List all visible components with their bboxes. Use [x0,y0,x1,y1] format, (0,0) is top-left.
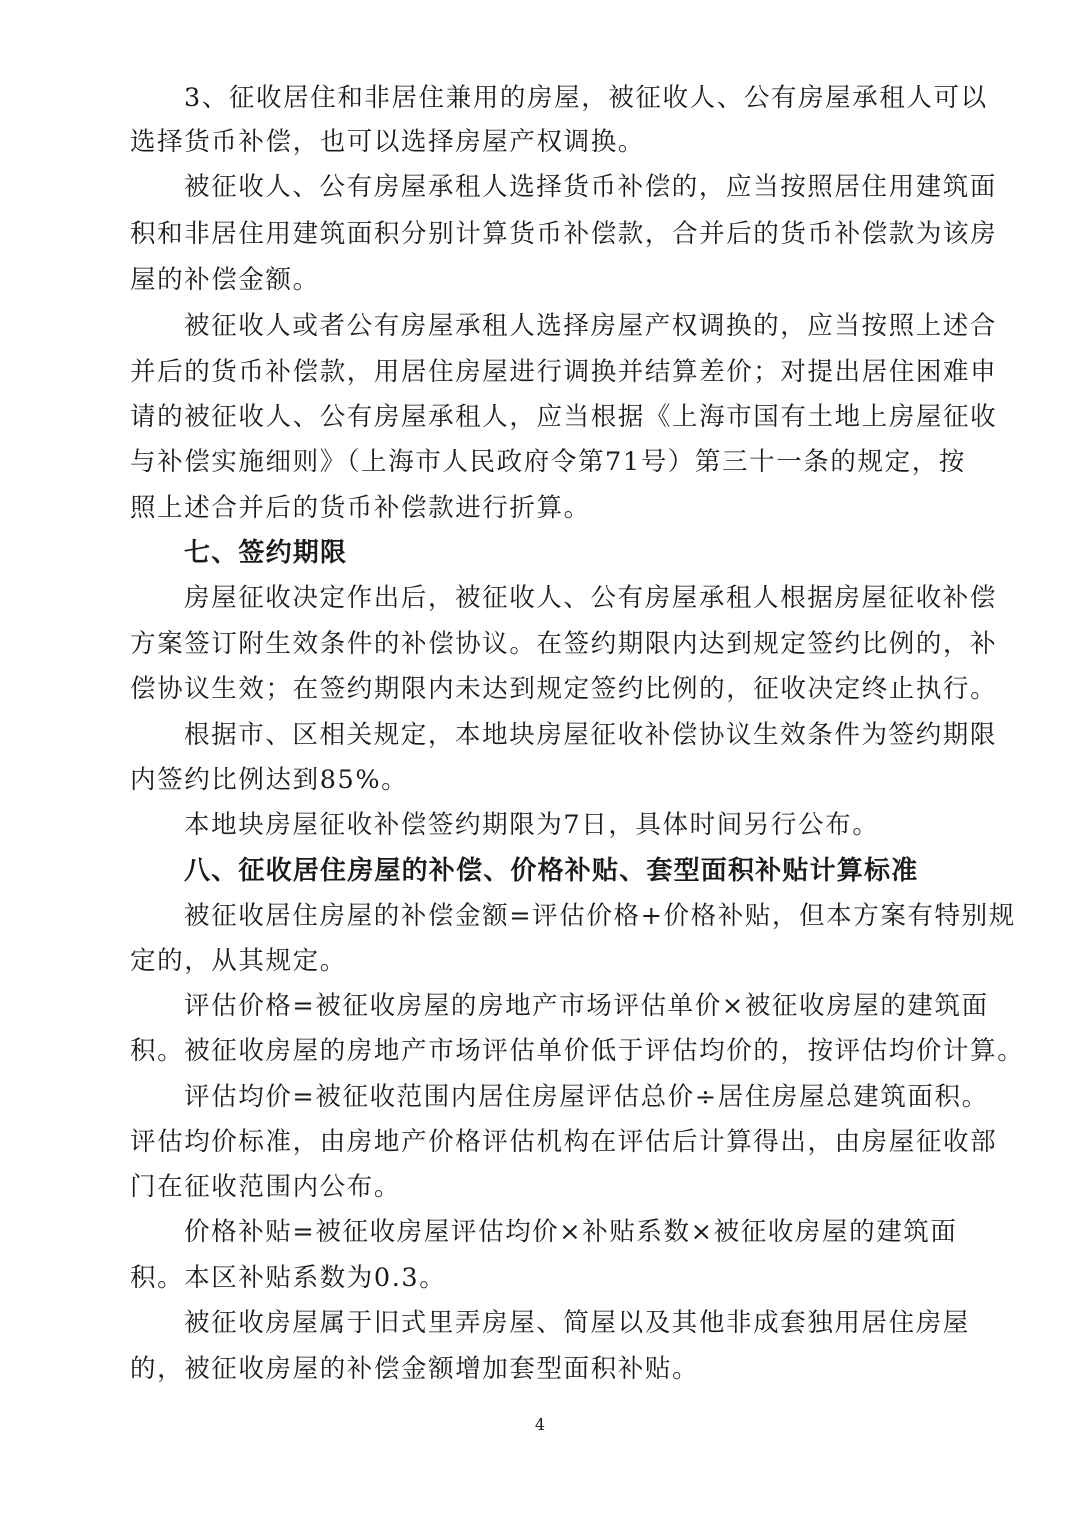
text-line: 3、征收居住和非居住兼用的房屋，被征收人、公有房屋承租人可以 [184,83,988,113]
text-line: 并后的货币补偿款，用居住房屋进行调换并结算差价；对提出居住困难申 [130,357,998,387]
text-line: 被征收房屋属于旧式里弄房屋、简屋以及其他非成套独用居住房屋 [184,1308,970,1338]
text-line: 积。本区补贴系数为0.3。 [130,1263,447,1293]
text-line: 积和非居住用建筑面积分别计算货币补偿款，合并后的货币补偿款为该房 [130,219,998,249]
text-line: 被征收人、公有房屋承租人选择货币补偿的，应当按照居住用建筑面 [184,172,998,202]
text-line: 照上述合并后的货币补偿款进行折算。 [130,493,591,523]
text-line: 被征收居住房屋的补偿金额=评估价格+价格补贴，但本方案有特别规 [184,901,1016,931]
section-heading: 八、征收居住房屋的补偿、价格补贴、套型面积补贴计算标准 [184,856,919,886]
section-heading: 七、签约期限 [184,538,348,568]
text-line: 被征收人或者公有房屋承租人选择房屋产权调换的，应当按照上述合 [184,311,998,341]
text-line: 与补偿实施细则》（上海市人民政府令第71号）第三十一条的规定，按 [130,447,966,477]
text-line: 偿协议生效；在签约期限内未达到规定签约比例的，征收决定终止执行。 [130,674,998,704]
text-line: 积。被征收房屋的房地产市场评估单价低于评估均价的，按评估均价计算。 [130,1036,1025,1066]
text-line: 价格补贴=被征收房屋评估均价×补贴系数×被征收房屋的建筑面 [184,1217,958,1247]
text-line: 的，被征收房屋的补偿金额增加套型面积补贴。 [130,1354,700,1384]
page-number: 4 [534,1415,546,1434]
text-line: 房屋征收决定作出后，被征收人、公有房屋承租人根据房屋征收补偿 [184,583,998,613]
text-line: 评估价格=被征收房屋的房地产市场评估单价×被征收房屋的建筑面 [184,991,989,1021]
text-line: 内签约比例达到85%。 [130,765,409,795]
text-line: 请的被征收人、公有房屋承租人，应当根据《上海市国有土地上房屋征收 [130,402,998,432]
text-line: 选择货币补偿，也可以选择房屋产权调换。 [130,127,645,157]
text-line: 门在征收范围内公布。 [130,1172,402,1202]
text-line: 根据市、区相关规定，本地块房屋征收补偿协议生效条件为签约期限 [184,720,998,750]
text-line: 屋的补偿金额。 [130,265,320,295]
text-line: 方案签订附生效条件的补偿协议。在签约期限内达到规定签约比例的，补 [130,629,998,659]
text-line: 评估均价标准，由房地产价格评估机构在评估后计算得出，由房屋征收部 [130,1127,998,1157]
text-line: 评估均价=被征收范围内居住房屋评估总价÷居住房屋总建筑面积。 [184,1082,989,1112]
text-line: 定的，从其规定。 [130,946,347,976]
text-line: 本地块房屋征收补偿签约期限为7日，具体时间另行公布。 [184,810,880,840]
